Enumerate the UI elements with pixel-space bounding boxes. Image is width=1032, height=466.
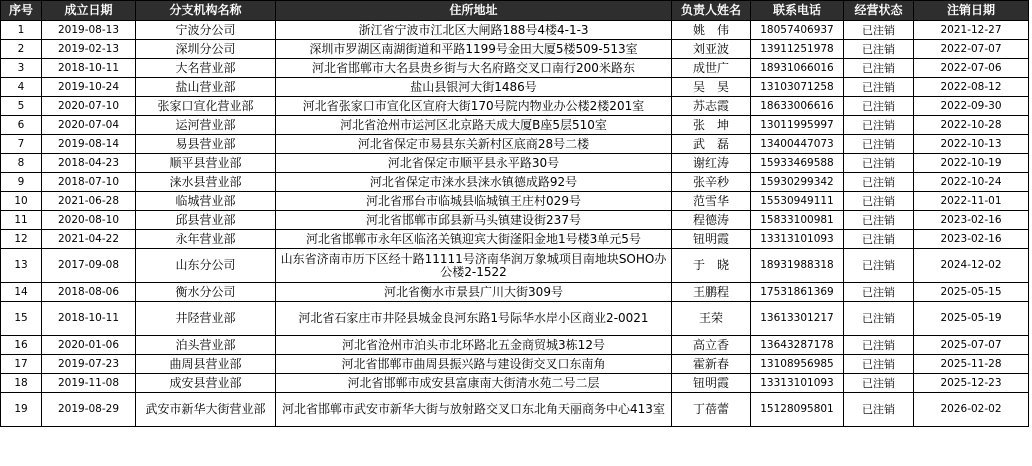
cell-cancelled-date: 2025-05-15 [914, 283, 1029, 302]
cell-manager: 程德涛 [672, 211, 751, 230]
cell-phone: 15530949111 [751, 192, 844, 211]
cell-branch-name: 张家口宣化营业部 [136, 97, 276, 116]
cell-cancelled-date: 2026-02-02 [914, 393, 1029, 427]
cell-serial: 19 [1, 393, 42, 427]
cell-founded-date: 2019-07-23 [42, 355, 136, 374]
table-row [1, 173, 1029, 192]
table-row [1, 135, 1029, 154]
cell-phone: 13108956985 [751, 355, 844, 374]
cell-address: 河北省邢台市临城县临城镇王庄村029号 [276, 192, 672, 211]
cell-address: 河北省石家庄市井陉县城金良河东路1号际华水岸小区商业2-0021 [276, 302, 672, 336]
header-cancelled-date: 注销日期 [914, 1, 1029, 21]
cell-cancelled-date: 2022-10-24 [914, 173, 1029, 192]
cell-address: 河北省邯郸市邱县新马头镇建设街237号 [276, 211, 672, 230]
cell-founded-date: 2019-02-13 [42, 40, 136, 59]
cell-serial: 8 [1, 154, 42, 173]
cell-branch-name: 大名营业部 [136, 59, 276, 78]
cell-branch-name: 运河营业部 [136, 116, 276, 135]
cell-founded-date: 2017-09-08 [42, 249, 136, 283]
table-row [1, 59, 1029, 78]
cell-status: 已注销 [844, 116, 914, 135]
cell-address: 河北省沧州市泊头市北环路北五金商贸城3栋12号 [276, 336, 672, 355]
header-manager: 负责人姓名 [672, 1, 751, 21]
cell-cancelled-date: 2025-11-28 [914, 355, 1029, 374]
cell-founded-date: 2018-07-10 [42, 173, 136, 192]
cell-manager: 成世广 [672, 59, 751, 78]
cell-phone: 13313101093 [751, 374, 844, 393]
cell-branch-name: 山东分公司 [136, 249, 276, 283]
cell-phone: 15930299342 [751, 173, 844, 192]
header-row [1, 1, 1029, 21]
table-row [1, 336, 1029, 355]
cell-cancelled-date: 2023-02-16 [914, 230, 1029, 249]
cell-manager: 钮明霞 [672, 374, 751, 393]
cell-serial: 9 [1, 173, 42, 192]
cell-manager: 张辛秒 [672, 173, 751, 192]
cell-cancelled-date: 2025-12-23 [914, 374, 1029, 393]
cell-founded-date: 2019-08-29 [42, 393, 136, 427]
cell-status: 已注销 [844, 230, 914, 249]
cell-manager: 于 晓 [672, 249, 751, 283]
cell-serial: 4 [1, 78, 42, 97]
cell-status: 已注销 [844, 302, 914, 336]
cell-manager: 刘亚波 [672, 40, 751, 59]
cell-serial: 16 [1, 336, 42, 355]
cell-status: 已注销 [844, 40, 914, 59]
table-row [1, 249, 1029, 283]
table-row [1, 230, 1029, 249]
cell-serial: 2 [1, 40, 42, 59]
header-phone: 联系电话 [751, 1, 844, 21]
cell-cancelled-date: 2022-07-07 [914, 40, 1029, 59]
table-row [1, 97, 1029, 116]
cell-branch-name: 衡水分公司 [136, 283, 276, 302]
cell-status: 已注销 [844, 374, 914, 393]
cell-serial: 12 [1, 230, 42, 249]
cell-founded-date: 2019-08-14 [42, 135, 136, 154]
cell-branch-name: 武安市新华大街营业部 [136, 393, 276, 427]
cell-branch-name: 成安县营业部 [136, 374, 276, 393]
cell-manager: 钮明霞 [672, 230, 751, 249]
cell-address: 河北省保定市顺平县永平路30号 [276, 154, 672, 173]
cell-phone: 18931988318 [751, 249, 844, 283]
cell-phone: 13911251978 [751, 40, 844, 59]
cell-status: 已注销 [844, 135, 914, 154]
table-header [1, 1, 1029, 21]
cell-status: 已注销 [844, 154, 914, 173]
cell-manager: 王鹏程 [672, 283, 751, 302]
cell-status: 已注销 [844, 355, 914, 374]
table-row [1, 154, 1029, 173]
cell-serial: 11 [1, 211, 42, 230]
cell-status: 已注销 [844, 173, 914, 192]
cell-branch-name: 邱县营业部 [136, 211, 276, 230]
cell-cancelled-date: 2025-05-19 [914, 302, 1029, 336]
cell-founded-date: 2018-10-11 [42, 302, 136, 336]
table-row [1, 21, 1029, 40]
cell-address: 河北省张家口市宣化区宣府大街170号院内物业办公楼2楼201室 [276, 97, 672, 116]
cell-branch-name: 宁波分公司 [136, 21, 276, 40]
table-row [1, 374, 1029, 393]
cell-cancelled-date: 2022-09-30 [914, 97, 1029, 116]
cell-phone: 15933469588 [751, 154, 844, 173]
cell-branch-name: 涞水县营业部 [136, 173, 276, 192]
cell-branch-name: 顺平县营业部 [136, 154, 276, 173]
cell-branch-name: 盐山营业部 [136, 78, 276, 97]
cell-address: 深圳市罗湖区南湖街道和平路1199号金田大厦5楼509-513室 [276, 40, 672, 59]
cell-phone: 13313101093 [751, 230, 844, 249]
cell-address: 山东省济南市历下区经十路11111号济南华润万象城项目南地块SOHO办公楼2-1522 [276, 249, 672, 283]
cell-phone: 13011995997 [751, 116, 844, 135]
cell-status: 已注销 [844, 336, 914, 355]
cell-serial: 13 [1, 249, 42, 283]
cell-manager: 张 坤 [672, 116, 751, 135]
cell-manager: 姚 伟 [672, 21, 751, 40]
header-status: 经营状态 [844, 1, 914, 21]
cell-branch-name: 临城营业部 [136, 192, 276, 211]
cell-address: 河北省邯郸市永年区临洺关镇迎宾大街滏阳金地1号楼3单元5号 [276, 230, 672, 249]
cell-serial: 5 [1, 97, 42, 116]
cell-phone: 18931066016 [751, 59, 844, 78]
table-row [1, 211, 1029, 230]
cell-branch-name: 易县营业部 [136, 135, 276, 154]
cell-serial: 18 [1, 374, 42, 393]
header-branch-name: 分支机构名称 [136, 1, 276, 21]
cell-address: 河北省保定市涞水县涞水镇德成路92号 [276, 173, 672, 192]
cell-cancelled-date: 2024-12-02 [914, 249, 1029, 283]
cell-address: 河北省邯郸市大名县贵乡街与大名府路交叉口南行200米路东 [276, 59, 672, 78]
cell-status: 已注销 [844, 283, 914, 302]
cell-founded-date: 2021-06-28 [42, 192, 136, 211]
cell-serial: 14 [1, 283, 42, 302]
cell-founded-date: 2018-04-23 [42, 154, 136, 173]
cell-serial: 10 [1, 192, 42, 211]
cell-manager: 苏志霞 [672, 97, 751, 116]
cell-status: 已注销 [844, 249, 914, 283]
cell-status: 已注销 [844, 21, 914, 40]
cell-serial: 1 [1, 21, 42, 40]
cell-branch-name: 深圳分公司 [136, 40, 276, 59]
cell-founded-date: 2020-07-04 [42, 116, 136, 135]
cell-serial: 7 [1, 135, 42, 154]
table-row [1, 78, 1029, 97]
cell-founded-date: 2019-08-13 [42, 21, 136, 40]
cell-founded-date: 2020-07-10 [42, 97, 136, 116]
cell-branch-name: 泊头营业部 [136, 336, 276, 355]
cell-status: 已注销 [844, 211, 914, 230]
header-serial: 序号 [1, 1, 42, 21]
cell-manager: 霍新春 [672, 355, 751, 374]
cell-branch-name: 永年营业部 [136, 230, 276, 249]
cell-manager: 吴 昊 [672, 78, 751, 97]
cell-address: 河北省邯郸市曲周县振兴路与建设街交叉口东南角 [276, 355, 672, 374]
table-row [1, 393, 1029, 427]
cell-phone: 15833100981 [751, 211, 844, 230]
cell-manager: 谢红涛 [672, 154, 751, 173]
cell-manager: 高立香 [672, 336, 751, 355]
cell-cancelled-date: 2022-08-12 [914, 78, 1029, 97]
cell-status: 已注销 [844, 393, 914, 427]
cell-serial: 6 [1, 116, 42, 135]
cell-phone: 13643287178 [751, 336, 844, 355]
cell-founded-date: 2019-10-24 [42, 78, 136, 97]
table-row [1, 302, 1029, 336]
table-body [1, 21, 1029, 427]
cell-serial: 17 [1, 355, 42, 374]
table-row [1, 40, 1029, 59]
cell-branch-name: 曲周县营业部 [136, 355, 276, 374]
cell-address: 盐山县银河大街1486号 [276, 78, 672, 97]
cell-address: 河北省沧州市运河区北京路天成大厦B座5层510室 [276, 116, 672, 135]
cell-manager: 武 磊 [672, 135, 751, 154]
cell-status: 已注销 [844, 192, 914, 211]
cell-founded-date: 2019-11-08 [42, 374, 136, 393]
cell-phone: 13613301217 [751, 302, 844, 336]
cell-status: 已注销 [844, 97, 914, 116]
cell-cancelled-date: 2022-10-19 [914, 154, 1029, 173]
cell-serial: 15 [1, 302, 42, 336]
cell-founded-date: 2018-10-11 [42, 59, 136, 78]
cell-founded-date: 2020-01-06 [42, 336, 136, 355]
table-row [1, 192, 1029, 211]
cell-cancelled-date: 2022-11-01 [914, 192, 1029, 211]
cell-serial: 3 [1, 59, 42, 78]
cell-cancelled-date: 2022-10-28 [914, 116, 1029, 135]
cell-founded-date: 2018-08-06 [42, 283, 136, 302]
cell-manager: 丁蓓蕾 [672, 393, 751, 427]
cell-cancelled-date: 2025-07-07 [914, 336, 1029, 355]
cell-address: 河北省保定市易县东关新村区底商28号二楼 [276, 135, 672, 154]
cell-status: 已注销 [844, 59, 914, 78]
header-address: 住所地址 [276, 1, 672, 21]
cell-phone: 13400447073 [751, 135, 844, 154]
header-founded-date: 成立日期 [42, 1, 136, 21]
cell-manager: 王荣 [672, 302, 751, 336]
cell-phone: 18633006616 [751, 97, 844, 116]
cell-cancelled-date: 2023-02-16 [914, 211, 1029, 230]
cell-address: 河北省衡水市景县广川大街309号 [276, 283, 672, 302]
cell-founded-date: 2020-08-10 [42, 211, 136, 230]
table-row [1, 116, 1029, 135]
cell-address: 河北省邯郸市武安市新华大街与放射路交叉口东北角天丽商务中心413室 [276, 393, 672, 427]
cell-branch-name: 井陉营业部 [136, 302, 276, 336]
table-row [1, 355, 1029, 374]
cell-cancelled-date: 2022-10-13 [914, 135, 1029, 154]
cell-phone: 18057406937 [751, 21, 844, 40]
cell-phone: 15128095801 [751, 393, 844, 427]
cell-cancelled-date: 2021-12-27 [914, 21, 1029, 40]
cell-founded-date: 2021-04-22 [42, 230, 136, 249]
cell-address: 河北省邯郸市成安县富康南大街清水苑二号二层 [276, 374, 672, 393]
cell-address: 浙江省宁波市江北区大闸路188号4楼4-1-3 [276, 21, 672, 40]
cell-phone: 13103071258 [751, 78, 844, 97]
cell-status: 已注销 [844, 78, 914, 97]
cell-cancelled-date: 2022-07-06 [914, 59, 1029, 78]
cell-phone: 17531861369 [751, 283, 844, 302]
cell-manager: 范雪华 [672, 192, 751, 211]
table-row [1, 283, 1029, 302]
